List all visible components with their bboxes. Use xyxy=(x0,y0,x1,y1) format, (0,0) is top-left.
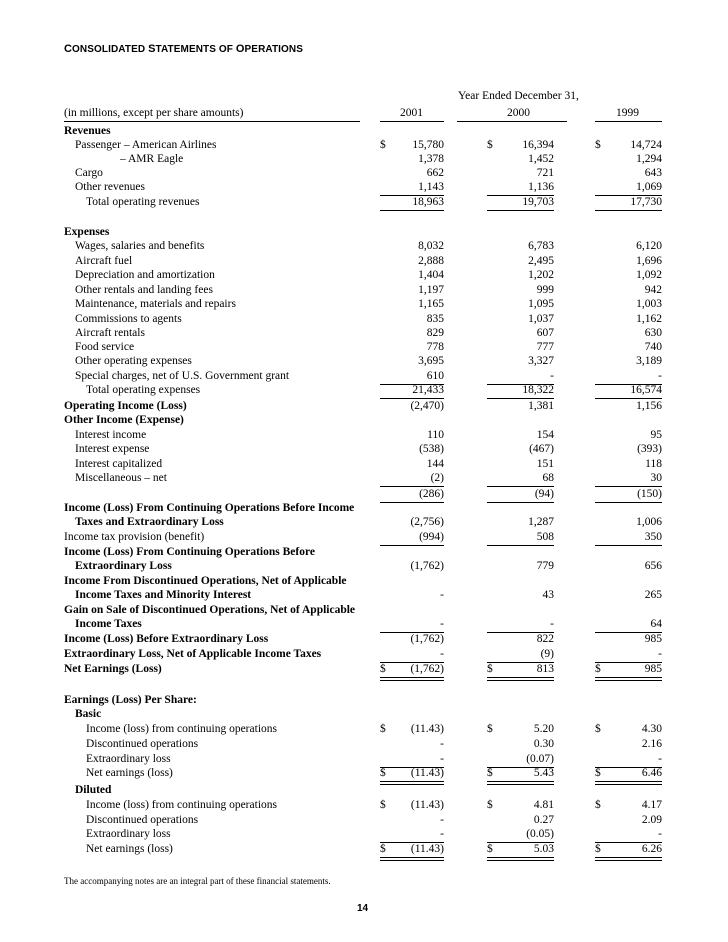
table-row xyxy=(0,428,728,443)
currency-symbol: $ xyxy=(595,723,601,735)
row-label: Other revenues xyxy=(75,181,145,193)
cell-value: 829 xyxy=(426,327,444,339)
cell-value: 6.26 xyxy=(641,843,662,855)
cell-value: 656 xyxy=(644,560,662,572)
row-label: Income From Discontinued Operations, Net of Applicable xyxy=(64,575,347,587)
cell-value: 17,730 xyxy=(630,196,662,208)
units-label: (in millions, except per share amounts) xyxy=(64,107,244,119)
cell-value: 985 xyxy=(644,663,662,675)
row-label: Income (loss) from continuing operations xyxy=(86,799,277,811)
row-label: Extraordinary Loss, Net of Applicable Income Taxes xyxy=(64,648,322,660)
double-underline xyxy=(487,857,554,861)
cell-value: 6.46 xyxy=(641,767,662,779)
cell-value: (0.05) xyxy=(526,828,554,840)
row-label: Special charges, net of U.S. Government grant xyxy=(75,370,290,382)
currency-symbol: $ xyxy=(487,799,493,811)
cell-value: 0.27 xyxy=(533,814,554,826)
currency-symbol: $ xyxy=(487,767,493,779)
table-row xyxy=(0,559,728,574)
currency-symbol: $ xyxy=(487,663,493,675)
cell-value: 95 xyxy=(650,429,662,441)
cell-value: (11.43) xyxy=(410,799,444,811)
cell-value: (11.43) xyxy=(410,723,444,735)
cell-value: 154 xyxy=(536,429,554,441)
table-row xyxy=(0,326,728,341)
cell-value: 43 xyxy=(542,589,554,601)
currency-symbol: $ xyxy=(595,767,601,779)
cell-value: 1,202 xyxy=(528,269,554,281)
currency-symbol: $ xyxy=(380,663,386,675)
cell-value: 835 xyxy=(426,313,444,325)
cell-value: 1,095 xyxy=(528,298,554,310)
table-row xyxy=(0,239,728,254)
cell-value: - xyxy=(658,828,662,840)
cell-value: 1,404 xyxy=(418,269,444,281)
cell-value: (11.43) xyxy=(410,767,444,779)
table-row xyxy=(0,515,728,530)
cell-value: (150) xyxy=(637,488,662,500)
cell-value: 2.16 xyxy=(641,738,662,750)
table-row xyxy=(0,783,728,798)
header-rule xyxy=(380,121,444,122)
cell-value: 265 xyxy=(644,589,662,601)
row-label: Extraordinary loss xyxy=(86,828,171,840)
row-label: Diluted xyxy=(75,784,112,796)
row-label: – AMR Eagle xyxy=(120,153,184,165)
cell-value: 1,381 xyxy=(528,400,554,412)
table-row xyxy=(0,501,728,516)
cell-value: 942 xyxy=(644,284,662,296)
cell-value: 18,963 xyxy=(412,196,444,208)
cell-value: 777 xyxy=(536,341,554,353)
cell-value: 1,006 xyxy=(636,516,662,528)
cell-value: (2) xyxy=(430,472,444,484)
cell-value: 779 xyxy=(536,560,554,572)
table-row xyxy=(0,574,728,589)
cell-value: 985 xyxy=(644,633,662,645)
cell-value: 5.03 xyxy=(533,843,554,855)
cell-value: 118 xyxy=(645,458,662,470)
table-row xyxy=(0,138,728,153)
cell-value: 610 xyxy=(426,370,444,382)
row-label: Gain on Sale of Discontinued Operations, Net of Applicable xyxy=(64,604,356,616)
row-label: Other operating expenses xyxy=(75,355,192,367)
table-row xyxy=(0,268,728,283)
cell-value: 1,162 xyxy=(636,313,662,325)
cell-value: (1,762) xyxy=(410,560,444,572)
cell-value: - xyxy=(658,753,662,765)
table-row xyxy=(0,545,728,560)
cell-value: 151 xyxy=(536,458,554,470)
cell-value: 110 xyxy=(427,429,444,441)
row-label: Cargo xyxy=(75,167,103,179)
currency-symbol: $ xyxy=(380,767,386,779)
cell-value: - xyxy=(440,753,444,765)
row-label: Basic xyxy=(75,708,102,720)
table-row xyxy=(0,530,728,545)
cell-value: 1,165 xyxy=(418,298,444,310)
currency-symbol: $ xyxy=(595,843,601,855)
cell-value: 2,495 xyxy=(528,255,554,267)
cell-value: 630 xyxy=(644,327,662,339)
table-row xyxy=(0,647,728,662)
table-row xyxy=(0,195,728,210)
row-label: Food service xyxy=(75,341,135,353)
row-label: Extraordinary loss xyxy=(86,753,171,765)
cell-value: 1,143 xyxy=(418,181,444,193)
cell-value: 15,780 xyxy=(412,139,444,151)
year-ended-heading: Year Ended December 31, xyxy=(458,90,579,102)
currency-symbol: $ xyxy=(487,843,493,855)
column-header-2001: 2001 xyxy=(400,107,423,119)
cell-value: 3,327 xyxy=(528,355,554,367)
row-label: Total operating expenses xyxy=(86,384,201,396)
table-row xyxy=(0,632,728,647)
cell-value: 607 xyxy=(536,327,554,339)
cell-value: 64 xyxy=(650,618,662,630)
cell-value: 6,783 xyxy=(528,240,554,252)
table-row xyxy=(0,297,728,312)
row-label: Income (Loss) Before Extraordinary Loss xyxy=(64,633,269,645)
table-row xyxy=(0,617,728,632)
row-label: Income Taxes xyxy=(75,618,142,630)
cell-value: 813 xyxy=(536,663,554,675)
cell-value: 8,032 xyxy=(418,240,444,252)
double-underline xyxy=(487,677,554,681)
cell-value: 18,322 xyxy=(522,384,554,396)
cell-value: 6,120 xyxy=(636,240,662,252)
currency-symbol: $ xyxy=(380,723,386,735)
table-row xyxy=(0,813,728,828)
underline xyxy=(380,210,444,211)
row-label: Interest expense xyxy=(75,443,150,455)
cell-value: 1,156 xyxy=(636,400,662,412)
cell-value: 2.09 xyxy=(641,814,662,826)
cell-value: 1,452 xyxy=(528,153,554,165)
column-header-2000: 2000 xyxy=(507,107,530,119)
double-underline xyxy=(380,677,444,681)
row-label: Commissions to agents xyxy=(75,313,182,325)
row-label: Discontinued operations xyxy=(86,738,199,750)
cell-value: 1,197 xyxy=(418,284,444,296)
cell-value: 822 xyxy=(536,633,554,645)
table-row xyxy=(0,827,728,842)
header-rule xyxy=(595,121,662,122)
row-label: Revenues xyxy=(64,125,111,137)
cell-value: 508 xyxy=(536,531,554,543)
table-row xyxy=(0,225,728,240)
currency-symbol: $ xyxy=(380,799,386,811)
cell-value: (9) xyxy=(540,648,554,660)
cell-value: (11.43) xyxy=(410,843,444,855)
row-label: Net earnings (loss) xyxy=(86,767,173,779)
double-underline xyxy=(595,677,662,681)
cell-value: 68 xyxy=(542,472,554,484)
underline xyxy=(595,210,662,211)
table-row xyxy=(0,180,728,195)
row-label: Passenger – American Airlines xyxy=(75,139,217,151)
header-rule xyxy=(487,121,554,122)
table-row xyxy=(0,603,728,618)
table-row xyxy=(0,254,728,269)
cell-value: - xyxy=(440,648,444,660)
cell-value: 662 xyxy=(426,167,444,179)
table-row xyxy=(0,354,728,369)
table-row xyxy=(0,471,728,486)
table-row xyxy=(0,340,728,355)
cell-value: (0.07) xyxy=(526,753,554,765)
currency-symbol: $ xyxy=(380,139,386,151)
cell-value: 1,092 xyxy=(636,269,662,281)
currency-symbol: $ xyxy=(595,799,601,811)
row-label: Aircraft fuel xyxy=(75,255,133,267)
cell-value: 721 xyxy=(536,167,554,179)
cell-value: - xyxy=(440,814,444,826)
footnote: The accompanying notes are an integral part of these financial statements. xyxy=(64,876,331,886)
table-row xyxy=(0,842,728,857)
row-label: Interest capitalized xyxy=(75,458,163,470)
row-label: Wages, salaries and benefits xyxy=(75,240,205,252)
row-label: Net Earnings (Loss) xyxy=(64,663,162,675)
cell-value: (94) xyxy=(534,488,554,500)
cell-value: 1,037 xyxy=(528,313,554,325)
cell-value: 0.30 xyxy=(533,738,554,750)
row-label: Income (Loss) From Continuing Operations Before xyxy=(64,546,315,558)
table-row xyxy=(0,752,728,767)
cell-value: (467) xyxy=(529,443,554,455)
row-label: Taxes and Extraordinary Loss xyxy=(75,516,224,528)
cell-value: (1,762) xyxy=(410,663,444,675)
cell-value: 643 xyxy=(644,167,662,179)
row-label: Expenses xyxy=(64,226,110,238)
cell-value: 5.20 xyxy=(533,723,554,735)
row-label: Income tax provision (benefit) xyxy=(64,531,205,543)
cell-value: - xyxy=(658,648,662,660)
page-title: CONSOLIDATED STATEMENTS OF OPERATIONS xyxy=(64,43,304,55)
table-row xyxy=(0,383,728,398)
cell-value: - xyxy=(550,370,554,382)
row-label: Other rentals and landing fees xyxy=(75,284,213,296)
row-label: Discontinued operations xyxy=(86,814,199,826)
cell-value: 5.43 xyxy=(533,767,554,779)
row-label: Earnings (Loss) Per Share: xyxy=(64,694,197,706)
table-row xyxy=(0,693,728,708)
table-row xyxy=(0,487,728,502)
column-header-1999: 1999 xyxy=(616,107,639,119)
cell-value: (286) xyxy=(419,488,444,500)
double-underline xyxy=(595,857,662,861)
cell-value: 4.30 xyxy=(641,723,662,735)
cell-value: 30 xyxy=(650,472,662,484)
cell-value: (2,470) xyxy=(410,400,444,412)
double-underline xyxy=(380,857,444,861)
table-row xyxy=(0,166,728,181)
cell-value: 3,695 xyxy=(418,355,444,367)
table-row xyxy=(0,399,728,414)
cell-value: - xyxy=(658,370,662,382)
cell-value: 16,394 xyxy=(522,139,554,151)
table-row xyxy=(0,798,728,813)
cell-value: 1,069 xyxy=(636,181,662,193)
cell-value: 21,433 xyxy=(412,384,444,396)
cell-value: (994) xyxy=(419,531,444,543)
cell-value: (2,756) xyxy=(410,516,444,528)
cell-value: 144 xyxy=(426,458,444,470)
currency-symbol: $ xyxy=(595,663,601,675)
table-row xyxy=(0,707,728,722)
cell-value: - xyxy=(440,618,444,630)
table-row xyxy=(0,312,728,327)
cell-value: 1,136 xyxy=(528,181,554,193)
table-row xyxy=(0,588,728,603)
cell-value: - xyxy=(440,828,444,840)
row-label: Income (Loss) From Continuing Operations Before Income xyxy=(64,502,355,514)
underline xyxy=(487,210,554,211)
row-label: Miscellaneous – net xyxy=(75,472,167,484)
row-label: Operating Income (Loss) xyxy=(64,400,187,412)
row-label: Other Income (Expense) xyxy=(64,414,184,426)
cell-value: (393) xyxy=(637,443,662,455)
header-rule xyxy=(64,121,360,122)
cell-value: 1,696 xyxy=(636,255,662,267)
cell-value: - xyxy=(440,589,444,601)
currency-symbol: $ xyxy=(487,139,493,151)
row-label: Income (loss) from continuing operations xyxy=(86,723,277,735)
row-label: Depreciation and amortization xyxy=(75,269,215,281)
cell-value: 1,287 xyxy=(528,516,554,528)
cell-value: - xyxy=(440,738,444,750)
currency-symbol: $ xyxy=(380,843,386,855)
cell-value: 4.81 xyxy=(533,799,554,811)
row-label: Net earnings (loss) xyxy=(86,843,173,855)
table-row xyxy=(0,413,728,428)
table-row xyxy=(0,283,728,298)
cell-value: 740 xyxy=(644,341,662,353)
table-row xyxy=(0,152,728,167)
table-row xyxy=(0,766,728,781)
cell-value: 1,294 xyxy=(636,153,662,165)
currency-symbol: $ xyxy=(487,723,493,735)
table-row xyxy=(0,662,728,677)
cell-value: 350 xyxy=(644,531,662,543)
cell-value: (538) xyxy=(419,443,444,455)
cell-value: 999 xyxy=(536,284,554,296)
table-row xyxy=(0,442,728,457)
row-label: Income Taxes and Minority Interest xyxy=(75,589,252,601)
currency-symbol: $ xyxy=(595,139,601,151)
cell-value: 3,189 xyxy=(636,355,662,367)
table-row xyxy=(0,737,728,752)
cell-value: 4.17 xyxy=(641,799,662,811)
table-row xyxy=(0,124,728,139)
row-label: Total operating revenues xyxy=(86,196,200,208)
row-label: Aircraft rentals xyxy=(75,327,145,339)
cell-value: 16,574 xyxy=(630,384,662,396)
cell-value: 778 xyxy=(426,341,444,353)
cell-value: (1,762) xyxy=(410,633,444,645)
row-label: Interest income xyxy=(75,429,147,441)
cell-value: - xyxy=(550,618,554,630)
row-label: Extraordinary Loss xyxy=(75,560,172,572)
cell-value: 1,378 xyxy=(418,153,444,165)
row-label: Maintenance, materials and repairs xyxy=(75,298,236,310)
cell-value: 19,703 xyxy=(522,196,554,208)
table-row xyxy=(0,722,728,737)
page-number: 14 xyxy=(357,903,369,914)
cell-value: 1,003 xyxy=(636,298,662,310)
table-row xyxy=(0,457,728,472)
cell-value: 2,888 xyxy=(418,255,444,267)
cell-value: 14,724 xyxy=(630,139,662,151)
table-row xyxy=(0,369,728,384)
